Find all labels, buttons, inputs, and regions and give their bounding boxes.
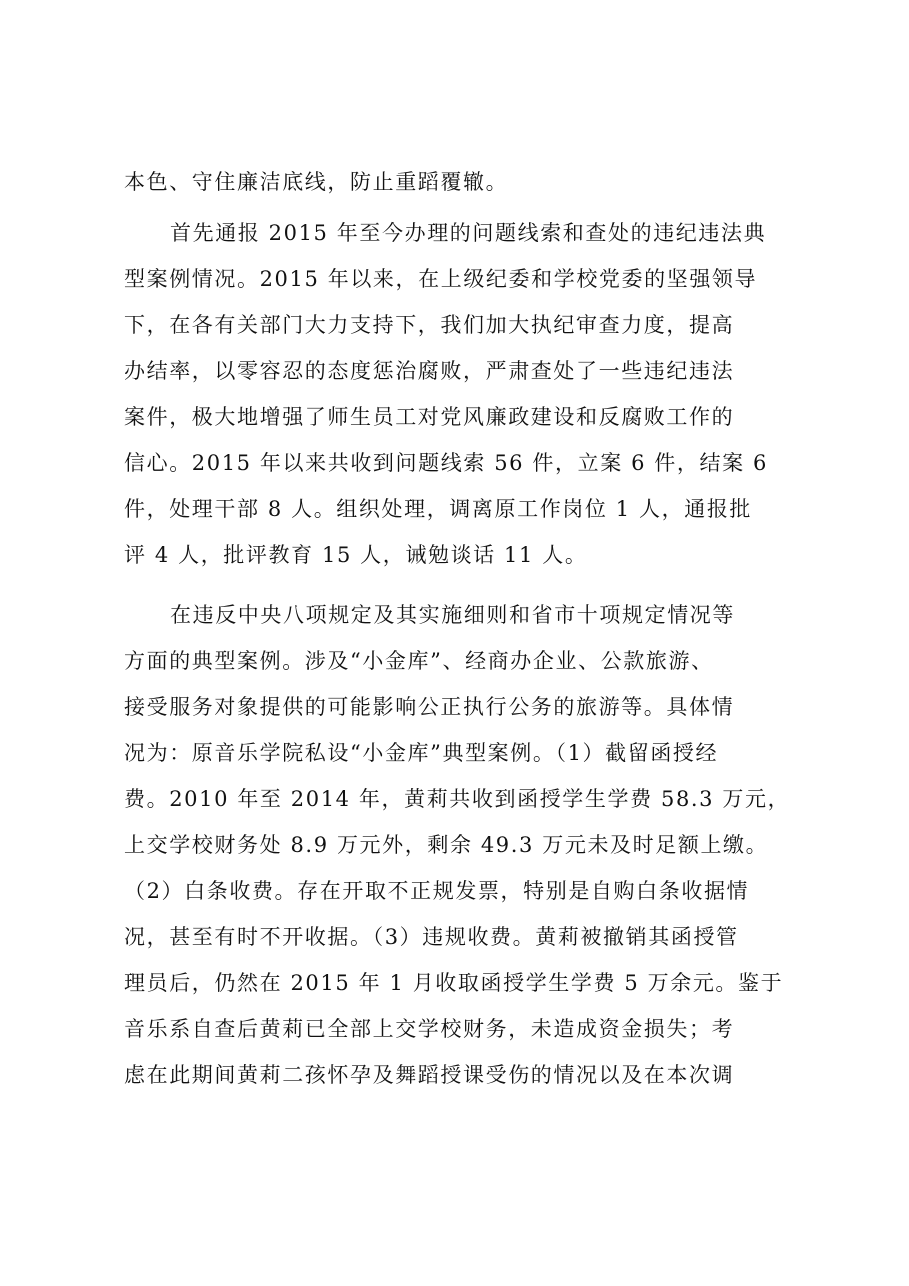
text-line: 上交学校财务处 8.9 万元外，剩余 49.3 万元未及时足额上缴。 — [124, 833, 769, 857]
text-line: 件，处理干部 8 人。组织处理，调离原工作岗位 1 人，通报批 — [124, 497, 753, 521]
text-line: 接受服务对象提供的可能影响公正执行公务的旅游等。具体情 — [124, 695, 735, 719]
text-line: 下，在各有关部门大力支持下，我们加大执纪审查力度，提高 — [124, 313, 735, 337]
paragraph-first-line: 首先通报 2015 年至今办理的问题线索和查处的违纪违法典 — [170, 221, 767, 245]
paragraph-first-line: 在违反中央八项规定及其实施细则和省市十项规定情况等 — [170, 603, 735, 627]
text-line: 理员后，仍然在 2015 年 1 月收取函授学生学费 5 万余元。鉴于 — [124, 971, 784, 995]
text-line: 型案例情况。2015 年以来，在上级纪委和学校党委的坚强领导 — [124, 267, 758, 291]
text-line: 办结率，以零容忍的态度惩治腐败，严肃查处了一些违纪违法 — [124, 359, 735, 383]
text-line: 本色、守住廉洁底线，防止重蹈覆辙。 — [124, 170, 509, 194]
text-line: 案件，极大地增强了师生员工对党风廉政建设和反腐败工作的 — [124, 405, 735, 429]
text-line: 方面的典型案例。涉及“小金库”、经商办企业、公款旅游、 — [124, 649, 714, 673]
text-line: （2）白条收费。存在开取不正规发票，特别是自购白条收据情 — [124, 879, 750, 903]
text-line: 虑在此期间黄莉二孩怀孕及舞蹈授课受伤的情况以及在本次调 — [124, 1063, 735, 1087]
text-line: 况，甚至有时不开收据。（3）违规收费。黄莉被撤销其函授管 — [124, 925, 739, 949]
text-line: 评 4 人，批评教育 15 人，诫勉谈话 11 人。 — [124, 543, 588, 567]
text-line: 费。2010 年至 2014 年，黄莉共收到函授学生学费 58.3 万元， — [124, 787, 791, 811]
text-line: 况为：原音乐学院私设“小金库”典型案例。（1）截留函授经 — [124, 741, 719, 765]
text-line: 信心。2015 年以来共收到问题线索 56 件，立案 6 件，结案 6 — [124, 451, 768, 475]
text-line: 音乐系自查后黄莉已全部上交学校财务，未造成资金损失；考 — [124, 1017, 735, 1041]
